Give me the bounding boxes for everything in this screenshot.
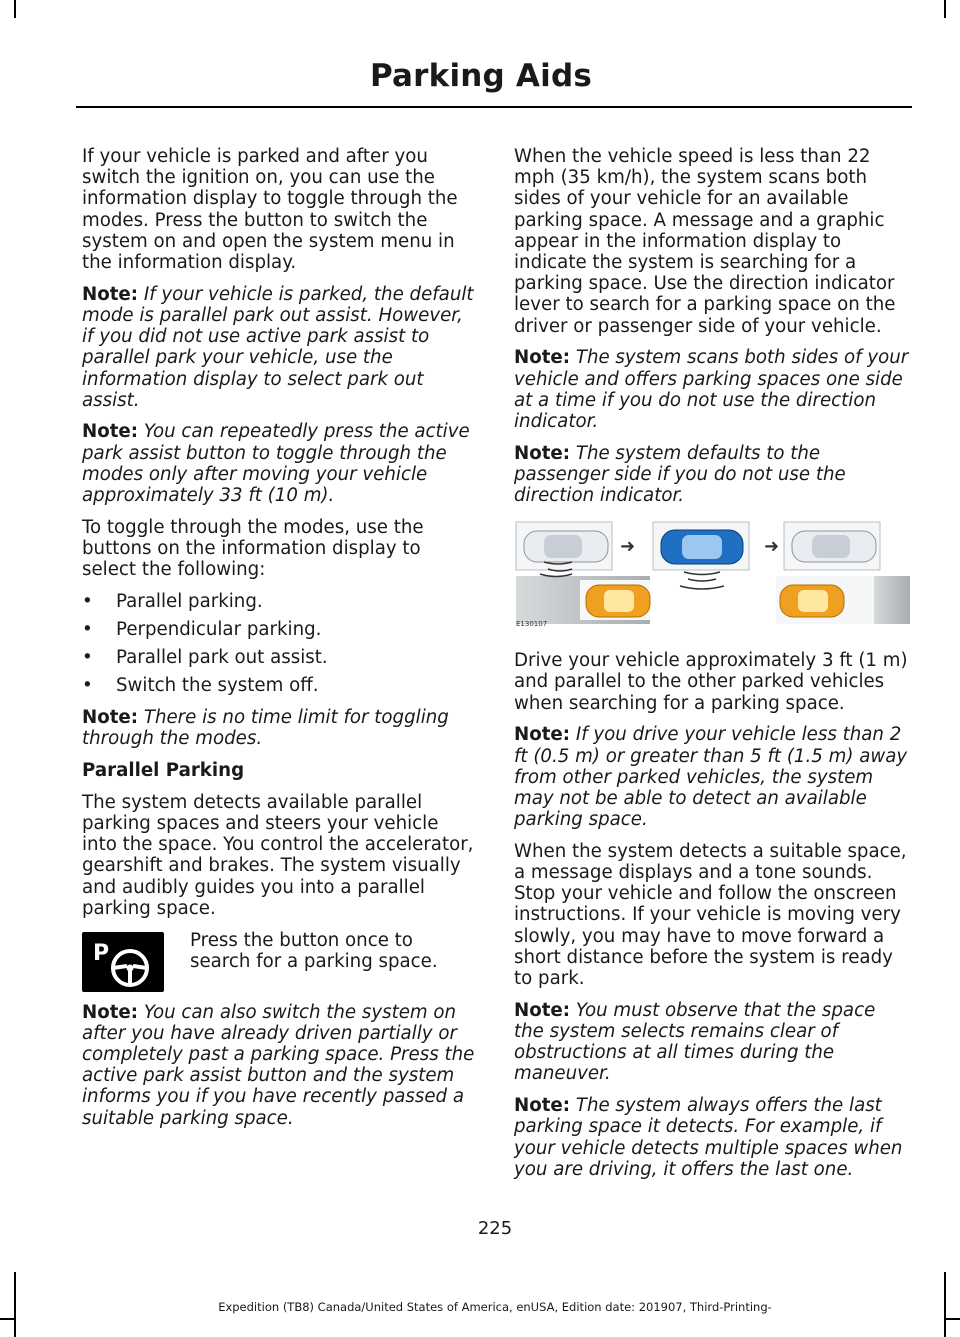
- note-text: The system always offers the last parking space it detects. For example, if your vehicle detects multiple spaces when you are driving, it offers the last one.: [514, 1095, 903, 1180]
- left-column: [82, 146, 476, 1139]
- icon-letter: P: [93, 940, 110, 966]
- steering-wheel-icon: [82, 932, 164, 992]
- bullet-marker: •: [82, 647, 93, 669]
- note: [82, 421, 476, 506]
- detect-paragraph: When the system detects a suitable space, a message displays and a tone sounds. Stop your vehicle and follow the onscreen instructions. If your vehicle is moving very slowly, you may have to move forward a short distance before the system is ready to park.: [514, 840, 907, 990]
- list-item: [82, 647, 476, 668]
- header-divider: [76, 106, 912, 108]
- drive-paragraph: Drive your vehicle approximately 3 ft (1 m) and parallel to the other parked vehicles when searching for a parking space.: [514, 650, 908, 714]
- note: [514, 443, 910, 507]
- icon-instruction-text: Press the button once to search for a parking space.: [190, 929, 438, 972]
- note-text: The system defaults to the passenger side if you do not use the direction indicator.: [514, 442, 846, 507]
- bullet-marker: •: [82, 675, 93, 697]
- figure-id: E130107: [516, 620, 548, 629]
- list-item: [82, 675, 476, 696]
- note-text: If your vehicle is parked, the default mode is parallel park out assist. However, if you did not use active park assist to parallel park your vehicle, use the information display to select park out assist.: [82, 283, 474, 411]
- note-label: Note:: [514, 1095, 571, 1117]
- page-number: 225: [477, 1218, 513, 1239]
- footer-text: Expedition (TB8) Canada/United States of America, enUSA, Edition date: 201907, Third-Printing-: [218, 1300, 772, 1314]
- crop-mark-bottom-left-h: [0, 1318, 14, 1320]
- note: [82, 707, 476, 749]
- note-label: Note:: [82, 421, 139, 443]
- note-label: Note:: [82, 707, 139, 729]
- parallel-parking-paragraph: The system detects available parallel parking spaces and steers your vehicle into the space. You control the accelerator, gearshift and brakes. The system visually and audibly guides you into a parallel parking space.: [82, 791, 474, 919]
- scan-paragraph: When the vehicle speed is less than 22 mph (35 km/h), the system scans both sides of your vehicle for an available parking space. A message and a graphic appear in the information display to indicate the system is searching for a parking space. Use the direction indicator lever to search for a parking space on the driver or passenger side of your vehicle.: [514, 146, 896, 337]
- intro-paragraph: If your vehicle is parked and after you switch the ignition on, you can use the information display to toggle through the modes. Press the button to switch the system on and open the system menu in the information display.: [82, 146, 458, 274]
- note: [514, 347, 910, 432]
- note-text: The system scans both sides of your vehicle and offers parking spaces one side at a time if you do not use the direction indicator.: [514, 347, 909, 432]
- active-park-assist-icon: [82, 932, 164, 992]
- note-text: You must observe that the space the system selects remains clear of obstructions at all times during the maneuver.: [514, 999, 876, 1085]
- bullet-marker: •: [82, 590, 93, 612]
- list-item-text: Parallel parking.: [116, 590, 263, 612]
- scan-panel-3: [776, 522, 910, 624]
- list-item: [82, 591, 476, 612]
- list-item: [82, 619, 476, 640]
- toggle-paragraph: To toggle through the modes, use the buttons on the information display to select the following:: [82, 516, 424, 581]
- list-item-text: Switch the system off.: [116, 675, 319, 697]
- note: [82, 284, 476, 411]
- crop-mark-top-left: [14, 0, 16, 18]
- note: [514, 1000, 910, 1085]
- crop-mark-top-right: [944, 0, 946, 18]
- page-title: Parking Aids: [369, 58, 592, 94]
- note: [514, 724, 910, 830]
- icon-instruction: [82, 930, 476, 994]
- crop-mark-bottom-right-h: [946, 1318, 960, 1320]
- right-column: [514, 146, 910, 1190]
- parking-scan-diagram: [514, 520, 910, 630]
- note-text: If you drive your vehicle less than 2 ft (0.5 m) or greater than 5 ft (1.5 m) away from other parked vehicles, the system may not be able to detect an available parking space.: [514, 724, 908, 831]
- note-text: You can repeatedly press the active park assist button to toggle through the modes only after moving your vehicle approximately 33 ft (10 m).: [82, 421, 470, 507]
- list-item-text: Parallel park out assist.: [116, 647, 328, 669]
- section-heading: Parallel Parking: [82, 760, 245, 782]
- parking-scan-illustration: [514, 520, 910, 630]
- note-label: Note:: [82, 283, 139, 305]
- scan-panel-2: [653, 522, 749, 589]
- note: [514, 1095, 910, 1180]
- arrow-icon: ➜: [620, 536, 636, 558]
- note-label: Note:: [514, 442, 571, 464]
- note-label: Note:: [82, 1001, 139, 1023]
- note-label: Note:: [514, 999, 571, 1021]
- note: [82, 1002, 476, 1129]
- arrow-icon: ➜: [764, 536, 780, 558]
- note-label: Note:: [514, 347, 571, 369]
- note-text: You can also switch the system on after you have already driven partially or completely past a parking space. Press the active park assist button and the system informs you if you have recently passed a suitable parking space.: [82, 1001, 475, 1129]
- mode-list: [82, 591, 476, 697]
- list-item-text: Perpendicular parking.: [116, 619, 322, 641]
- bullet-marker: •: [82, 619, 93, 641]
- note-text: There is no time limit for toggling through the modes.: [82, 707, 449, 750]
- note-label: Note:: [514, 724, 571, 746]
